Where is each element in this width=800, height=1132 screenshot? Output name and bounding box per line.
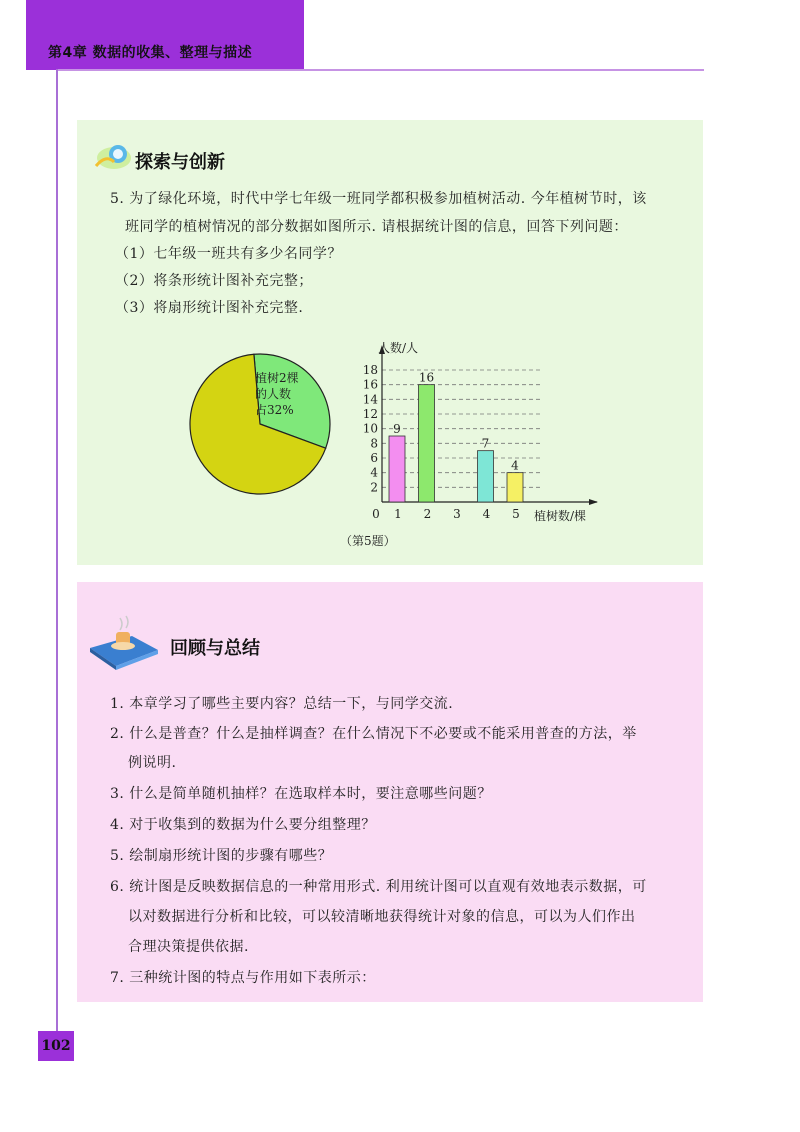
y-tick-label: 8 — [370, 436, 378, 451]
explore-icon — [92, 140, 134, 174]
review-line: 例说明. — [128, 755, 177, 771]
chapter-title: 第4章 数据的收集、整理与描述 — [48, 45, 253, 61]
bar — [419, 385, 435, 502]
bar-data-label: 7 — [481, 436, 490, 451]
review-line: 2. 什么是普查？什么是抽样调查？在什么情况下不必要或不能采用普查的方法，举 — [110, 726, 637, 742]
bar — [478, 451, 494, 502]
bar — [507, 473, 523, 502]
y-tick-label: 10 — [362, 421, 378, 436]
x-tick-label: 0 — [372, 507, 380, 521]
side-rule — [56, 69, 58, 1031]
y-tick-label: 4 — [370, 465, 378, 480]
x-axis-label: 植树数/棵 — [534, 509, 587, 523]
pie-slice-label: 占32% — [255, 403, 294, 417]
x-tick-label: 3 — [453, 507, 461, 521]
figure-caption: （第5题） — [340, 534, 396, 548]
x-tick-label: 5 — [512, 507, 520, 521]
y-tick-label: 14 — [362, 392, 378, 407]
header-rule — [56, 69, 704, 71]
bar-chart — [360, 340, 630, 530]
explore-title: 探索与创新 — [135, 152, 225, 173]
pie-chart — [180, 350, 340, 510]
x-tick-label: 2 — [423, 507, 432, 521]
y-axis-label: 人数/人 — [378, 341, 419, 355]
y-tick-label: 6 — [370, 451, 378, 465]
pie-slice-label: 植树2棵 — [255, 371, 299, 385]
bar-data-label: 16 — [418, 370, 435, 385]
y-tick-label: 2 — [370, 480, 378, 495]
x-tick-label: 1 — [394, 507, 402, 521]
bar-data-label: 4 — [511, 458, 519, 473]
problem-line: （3）将扇形统计图补充完整. — [115, 300, 304, 316]
review-line: 以对数据进行分析和比较，可以较清晰地获得统计对象的信息，可以为人们作出 — [128, 909, 636, 925]
y-tick-label: 12 — [362, 407, 378, 421]
problem-line: （1）七年级一班共有多少名同学？ — [115, 246, 342, 262]
bar — [389, 436, 405, 502]
page-number: 102 — [38, 1031, 74, 1061]
book-cup-icon — [86, 612, 162, 672]
review-line: 1. 本章学习了哪些主要内容？总结一下，与同学交流. — [110, 696, 454, 712]
problem-line: 5. 为了绿化环境，时代中学七年级一班同学都积极参加植树活动. 今年植树节时，该 — [110, 191, 647, 207]
bar-data-label: 9 — [393, 422, 401, 436]
review-title: 回顾与总结 — [170, 638, 260, 659]
problem-line: 班同学的植树情况的部分数据如图所示. 请根据统计图的信息，回答下列问题： — [125, 219, 628, 235]
y-tick-label: 18 — [362, 363, 378, 377]
x-tick-label: 4 — [482, 507, 491, 521]
review-line: 5. 绘制扇形统计图的步骤有哪些？ — [110, 848, 333, 864]
x-axis-arrow — [589, 499, 598, 505]
problem-line: （2）将条形统计图补充完整； — [115, 273, 313, 289]
review-line: 4. 对于收集到的数据为什么要分组整理？ — [110, 817, 376, 833]
review-line: 3. 什么是简单随机抽样？在选取样本时，要注意哪些问题？ — [110, 786, 492, 802]
review-line: 合理决策提供依据. — [128, 939, 249, 955]
review-line: 6. 统计图是反映数据信息的一种常用形式. 利用统计图可以直观有效地表示数据，可 — [110, 879, 647, 895]
review-line: 7. 三种统计图的特点与作用如下表所示： — [110, 970, 376, 986]
y-tick-label: 16 — [362, 377, 378, 392]
pie-slice-label: 的人数 — [255, 387, 292, 401]
